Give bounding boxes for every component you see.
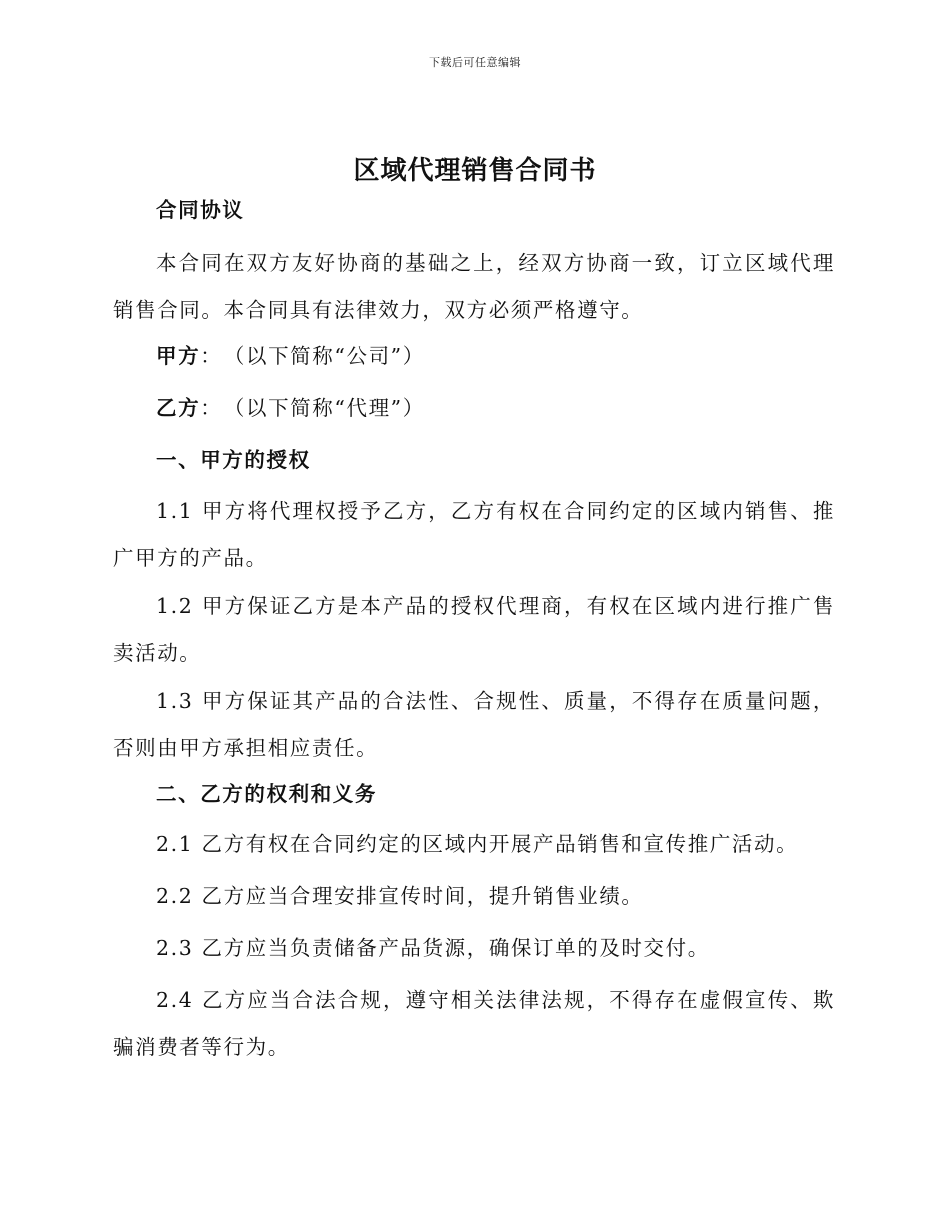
agreement-heading: 合同协议 — [156, 198, 245, 222]
party-a-value: ： （以下简称“公司”） — [200, 344, 425, 368]
document-title: 区域代理销售合同书 — [353, 156, 597, 186]
intro-paragraph: 本合同在双方友好协商的基础之上，经双方协商一致，订立区域代理销售合同。本合同具有法律效力，双方必须严格遵守。 — [113, 251, 835, 322]
party-b-line — [113, 385, 835, 432]
clause-2-3: 2.3 乙方应当负责储备产品货源，确保订单的及时交付。 — [156, 936, 710, 960]
page-header-note: 下载后可任意编辑 — [429, 56, 521, 69]
clause-1-1: 1.1 甲方将代理权授予乙方，乙方有权在合同约定的区域内销售、推广甲方的产品。 — [113, 499, 835, 570]
section-1-heading: 一、甲方的授权 — [156, 448, 311, 472]
clause-1-3: 1.3 甲方保证其产品的合法性、合规性、质量，不得存在质量问题，否则由甲方承担相应责任。 — [113, 689, 835, 760]
clause-2-4: 2.4 乙方应当合法合规，遵守相关法律法规，不得存在虚假宣传、欺骗消费者等行为。 — [113, 988, 835, 1059]
clause-1-2: 1.2 甲方保证乙方是本产品的授权代理商，有权在区域内进行推广售卖活动。 — [113, 594, 835, 665]
clause-2-1: 2.1 乙方有权在合同约定的区域内开展产品销售和宣传推广活动。 — [156, 832, 799, 856]
party-a-label: 甲方 — [156, 344, 201, 368]
party-b-value: ： （以下简称“代理”） — [200, 396, 425, 420]
party-a-line — [113, 333, 835, 380]
clause-2-2: 2.2 乙方应当合理安排宣传时间，提升销售业绩。 — [156, 884, 644, 908]
party-b-label: 乙方 — [156, 396, 201, 420]
section-2-heading: 二、乙方的权利和义务 — [156, 782, 377, 806]
